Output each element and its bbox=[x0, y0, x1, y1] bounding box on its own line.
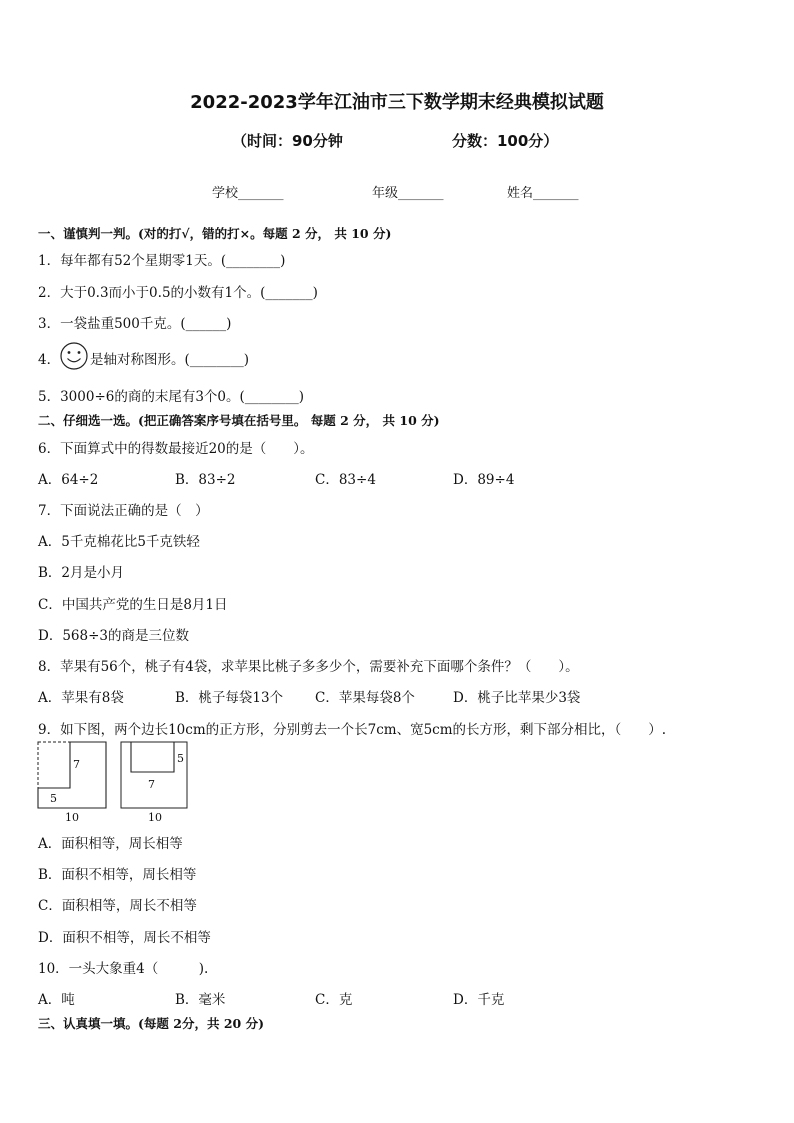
school-field: 学校_______ bbox=[212, 186, 284, 201]
q9-figure-1 bbox=[36, 740, 112, 824]
q9-option-a: A．面积相等，周长相等 bbox=[38, 836, 183, 852]
question-7: 7．下面说法正确的是（ ） bbox=[38, 503, 209, 519]
section-1-heading: 一、谨慎判一判。(对的打√，错的打×。每题 2 分， 共 10 分) bbox=[38, 226, 392, 241]
question-2: 2．大于0.3而小于0.5的小数有1个。(_______) bbox=[38, 285, 318, 301]
q10-option-c: C．克 bbox=[315, 992, 353, 1008]
question-1: 1．每年都有52个星期零1天。(________) bbox=[38, 253, 286, 269]
question-10: 10．一头大象重4（ ). bbox=[38, 961, 209, 977]
q10-option-b: B．毫米 bbox=[175, 992, 226, 1008]
time-info: （时间：90分钟 bbox=[232, 132, 343, 150]
q6-option-a: A．64÷2 bbox=[38, 472, 99, 488]
q8-option-a: A．苹果有8袋 bbox=[38, 690, 124, 706]
q8-option-c: C．苹果每袋8个 bbox=[315, 690, 415, 706]
q9-figure-2 bbox=[119, 740, 195, 824]
page-title: 2022-2023学年江油市三下数学期末经典模拟试题 bbox=[190, 92, 604, 113]
q9-option-b: B．面积不相等，周长相等 bbox=[38, 867, 197, 883]
q9-option-c: C．面积相等，周长不相等 bbox=[38, 898, 197, 914]
q10-option-a: A．吨 bbox=[38, 992, 75, 1008]
q7-option-b: B．2月是小月 bbox=[38, 565, 125, 581]
q6-option-c: C．83÷4 bbox=[315, 472, 376, 488]
fig1-label-5: 5 bbox=[50, 792, 57, 805]
grade-field: 年级_______ bbox=[372, 186, 444, 201]
section-2-heading: 二、仔细选一选。(把正确答案序号填在括号里。 每题 2 分， 共 10 分) bbox=[38, 413, 440, 428]
question-9: 9．如下图，两个边长10cm的正方形，分别剪去一个长7cm、宽5cm的长方形，剩下部分相比，（ ）. bbox=[38, 722, 667, 738]
question-6: 6．下面算式中的得数最接近20的是（ ）。 bbox=[38, 441, 314, 457]
question-8: 8．苹果有56个，桃子有4袋，求苹果比桃子多多少个，需要补充下面哪个条件？（ ）。 bbox=[38, 659, 579, 675]
q6-option-b: B．83÷2 bbox=[175, 472, 236, 488]
score-info: 分数：100分） bbox=[452, 132, 559, 150]
question-3: 3．一袋盐重500千克。(______) bbox=[38, 316, 232, 332]
fig2-label-10: 10 bbox=[148, 811, 162, 824]
q7-option-c: C．中国共产党的生日是8月1日 bbox=[38, 597, 228, 613]
question-4-text: 是轴对称图形。(________) bbox=[90, 352, 250, 368]
q9-option-d: D．面积不相等，周长不相等 bbox=[38, 930, 211, 946]
q8-option-b: B．桃子每袋13个 bbox=[175, 690, 284, 706]
q8-option-d: D．桃子比苹果少3袋 bbox=[453, 690, 581, 706]
fig1-label-7: 7 bbox=[73, 758, 80, 771]
name-field: 姓名_______ bbox=[507, 186, 579, 201]
fig2-label-7: 7 bbox=[148, 778, 155, 791]
fig1-label-10: 10 bbox=[65, 811, 79, 824]
question-5: 5．3000÷6的商的末尾有3个0。(________) bbox=[38, 389, 305, 405]
fig2-label-5: 5 bbox=[177, 752, 184, 765]
q6-option-d: D．89÷4 bbox=[453, 472, 515, 488]
q10-option-d: D．千克 bbox=[453, 992, 505, 1008]
q7-option-a: A．5千克棉花比5千克铁轻 bbox=[38, 534, 200, 550]
q7-option-d: D．568÷3的商是三位数 bbox=[38, 628, 189, 644]
section-3-heading: 三、认真填一填。(每题 2分，共 20 分) bbox=[38, 1016, 264, 1031]
question-4-number: 4． bbox=[38, 352, 61, 368]
smiley-face-icon bbox=[59, 341, 89, 371]
